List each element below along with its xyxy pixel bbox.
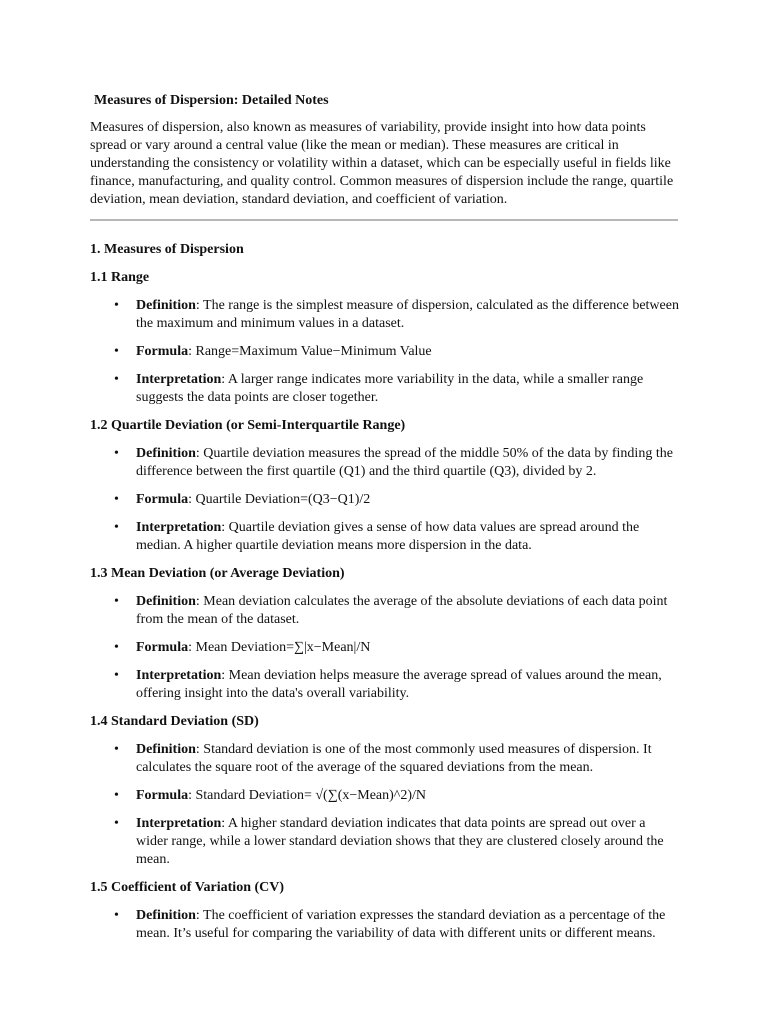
list-item: [90, 371, 680, 407]
item-text: : Mean deviation helps measure the average spread of values around the mean, offering insight into the data's overall variability.: [136, 668, 662, 701]
item-term: Interpretation: [136, 372, 222, 387]
bullet-icon: •: [114, 344, 119, 359]
item-term: Formula: [136, 640, 189, 655]
bullet-icon: •: [114, 908, 119, 923]
bullet-icon: •: [114, 298, 119, 313]
item-text: : A higher standard deviation indicates that data points are spread out over a wider range, while a lower standard deviation shows that they are clustered closely around the mean.: [136, 816, 664, 867]
document-title: Measures of Dispersion: Detailed Notes: [94, 93, 329, 108]
subsection-heading-standard-deviation: 1.4 Standard Deviation (SD): [90, 714, 259, 729]
bullet-icon: •: [114, 668, 119, 683]
bullet-icon: •: [114, 742, 119, 757]
range-points-list: [90, 297, 680, 407]
subsection-heading-coefficient-of-variation: 1.5 Coefficient of Variation (CV): [90, 880, 285, 895]
item-term: Formula: [136, 788, 189, 803]
item-text: : Quartile Deviation=(Q3−Q1)/2: [188, 492, 371, 507]
document-body: [90, 91, 680, 943]
standard-deviation-points-list: [90, 741, 680, 869]
item-term: Interpretation: [136, 816, 222, 831]
item-term: Definition: [136, 298, 196, 313]
subsection-heading-mean-deviation: 1.3 Mean Deviation (or Average Deviation): [90, 566, 345, 581]
item-term: Definition: [136, 446, 196, 461]
item-text: : The coefficient of variation expresses the standard deviation as a percentage of the mean. It’s useful for comparing the variability of data with different units or different means.: [136, 908, 666, 941]
list-item: [90, 519, 680, 555]
list-item: [90, 907, 680, 943]
coefficient-of-variation-points-list: [90, 907, 680, 943]
bullet-icon: •: [114, 492, 119, 507]
item-text: : Quartile deviation measures the spread of the middle 50% of the data by finding the difference between the first quartile (Q1) and the third quartile (Q3), divided by 2.: [136, 446, 673, 479]
item-term: Definition: [136, 594, 196, 609]
list-item: [90, 343, 680, 361]
list-item: [90, 639, 680, 657]
intro-paragraph: Measures of dispersion, also known as measures of variability, provide insight into how data points spread or vary around a central value (like the mean or median). These measures are critical in understanding the consistency or volatility within a dataset, which can be especially useful in fields like finance, manufacturing, and quality control. Common measures of dispersion include the range, quartile deviation, mean deviation, standard deviation, and coefficient of variation.: [90, 120, 674, 207]
mean-deviation-points-list: [90, 593, 680, 703]
item-term: Interpretation: [136, 668, 222, 683]
item-term: Definition: [136, 908, 196, 923]
list-item: [90, 491, 680, 509]
list-item: [90, 667, 680, 703]
horizontal-divider: [90, 219, 678, 221]
item-text: : Mean deviation calculates the average of the absolute deviations of each data point from the mean of the dataset.: [136, 594, 668, 627]
item-text: : A larger range indicates more variability in the data, while a smaller range suggests the data points are closer together.: [136, 372, 644, 405]
list-item: [90, 593, 680, 629]
bullet-icon: •: [114, 816, 119, 831]
item-text: : Standard deviation is one of the most commonly used measures of dispersion. It calculates the square root of the average of the squared deviations from the mean.: [136, 742, 652, 775]
item-text: : Standard Deviation= √(∑(x−Mean)^2)/N: [188, 788, 427, 803]
item-term: Formula: [136, 492, 189, 507]
subsection-heading-range: 1.1 Range: [90, 270, 150, 285]
item-term: Formula: [136, 344, 189, 359]
list-item: [90, 741, 680, 777]
item-text: : Range=Maximum Value−Minimum Value: [188, 344, 432, 359]
bullet-icon: •: [114, 640, 119, 655]
list-item: [90, 787, 680, 805]
section-heading: 1. Measures of Dispersion: [90, 242, 244, 257]
bullet-icon: •: [114, 520, 119, 535]
item-term: Definition: [136, 742, 196, 757]
bullet-icon: •: [114, 372, 119, 387]
quartile-deviation-points-list: [90, 445, 680, 555]
item-term: Interpretation: [136, 520, 222, 535]
bullet-icon: •: [114, 788, 119, 803]
item-text: : Mean Deviation=∑|x−Mean|/N: [188, 640, 371, 655]
item-text: : The range is the simplest measure of dispersion, calculated as the difference between the maximum and minimum values in a dataset.: [136, 298, 679, 331]
bullet-icon: •: [114, 446, 119, 461]
bullet-icon: •: [114, 594, 119, 609]
item-text: : Quartile deviation gives a sense of how data values are spread around the median. A higher quartile deviation means more dispersion in the data.: [136, 520, 640, 553]
list-item: [90, 445, 680, 481]
list-item: [90, 815, 680, 869]
subsection-heading-quartile-deviation: 1.2 Quartile Deviation (or Semi-Interquartile Range): [90, 418, 406, 433]
list-item: [90, 297, 680, 333]
